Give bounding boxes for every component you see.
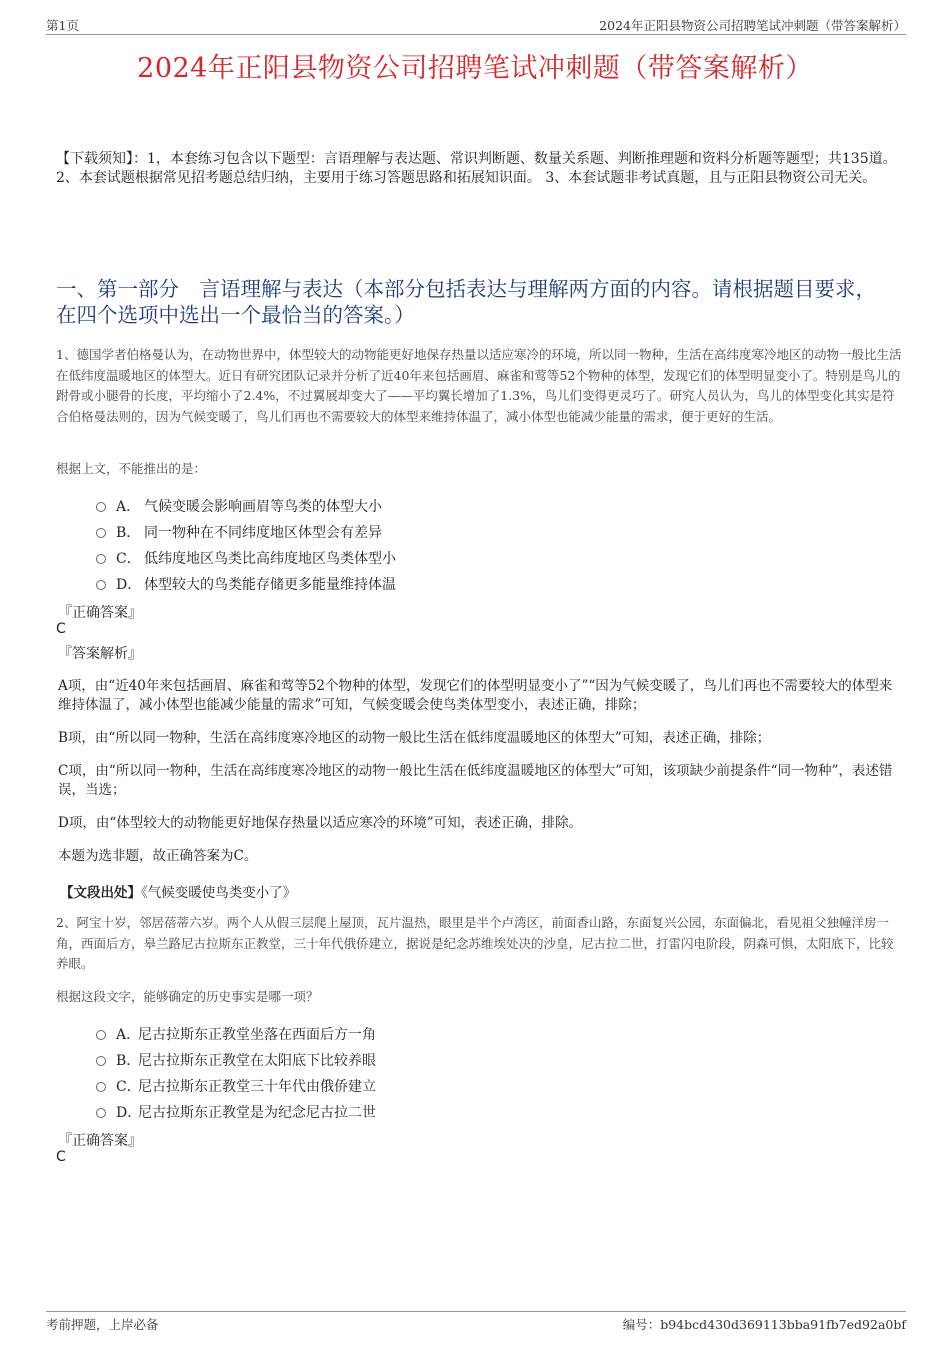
analysis-a: A项，由“近40年来包括画眉、麻雀和莺等52个物种的体型，发现它们的体型明显变小了”“因为气候变暖了，鸟儿们再也不需要较大的体型来维持体温了，减小体型也能减少能量的需求”可知，气候变暖会使鸟类体型变小，表述正确，排除； — [58, 678, 893, 713]
footer-slogan: 考前押题，上岸必备 — [46, 1317, 159, 1332]
footer-serial: 编号：b94bcd430d369113bba91fb7ed92a0bf — [622, 1317, 906, 1332]
page-footer — [46, 1311, 906, 1332]
header-title: 2024年正阳县物资公司招聘笔试冲刺题（带答案解析） — [599, 18, 906, 33]
answer-value: C — [56, 1149, 66, 1165]
radio-icon[interactable] — [96, 1108, 106, 1118]
analysis-conclusion: 本题为选非题，故正确答案为C。 — [58, 848, 258, 864]
question-1-text: 1、德国学者伯格曼认为，在动物世界中，体型较大的动物能更好地保存热量以适应寒冷的环境，所以同一物种，生活在高纬度寒冷地区的动物一般比生活在低纬度温暖地区的体型大。近日有研究团队记录并分析了近40年来包括画眉、麻雀和莺等52个物种的体型，发现它们的体型明显变小了。特别是鸟儿的跗骨或小腿骨的长度，平均缩小了2.4%，不过翼展却变大了——平均翼长增加了1.3%，鸟儿们变得更灵巧了。研究人员认为，鸟儿的体型变化其实是符合伯格曼法则的，因为气候变暖了，鸟儿们再也不需要较大的体型来维持体温了，减小体型也能减少能量的需求，便于更好的生活。 — [56, 347, 902, 424]
option-letter: D． — [116, 1105, 142, 1121]
option-letter: B． — [116, 1053, 141, 1069]
question-1-prompt: 根据上文，不能推出的是： — [56, 461, 207, 476]
source-label: 【文段出处】 — [60, 885, 141, 901]
question-1-options — [96, 494, 796, 598]
option-d[interactable] — [96, 572, 796, 598]
option-d[interactable] — [96, 1100, 796, 1126]
radio-icon[interactable] — [96, 580, 106, 590]
option-text: 尼古拉斯东正教堂在太阳底下比较养眼 — [138, 1053, 376, 1069]
radio-icon[interactable] — [96, 1082, 106, 1092]
option-text: 体型较大的鸟类能存储更多能量维持体温 — [144, 577, 396, 593]
radio-icon[interactable] — [96, 554, 106, 564]
radio-icon[interactable] — [96, 528, 106, 538]
analysis-c: C项，由“所以同一物种，生活在高纬度寒冷地区的动物一般比生活在低纬度温暖地区的体型大”可知，该项缺少前提条件“同一物种”，表述错误，当选； — [58, 763, 893, 798]
question-2-prompt: 根据这段文字，能够确定的历史事实是哪一项？ — [56, 989, 319, 1004]
question-2-text: 2、阿宝十岁，邻居蓓蒂六岁。两个人从假三层爬上屋顶，瓦片温热，眼里是半个卢湾区，前面香山路，东面复兴公园，东面偏北，看见祖父独幢洋房一角，西面后方，皋兰路尼古拉斯东正教堂，三十年代俄侨建立，据说是纪念苏维埃处决的沙皇，尼古拉二世，打雷闪电阶段，阴森可惧，太阳底下，比较养眼。 — [56, 915, 894, 971]
download-notice: 【下载须知】：1，本套练习包含以下题型：言语理解与表达题、常识判断题、数量关系题、判断推理题和资料分析题等题型；共135道。 2、本套试题根据常见招考题总结归纳，主要用于练习答题思路和拓展知识面。 3、本套试题非考试真题，且与正阳县物资公司无关。 — [56, 151, 897, 186]
page-header — [46, 14, 906, 35]
answer-value: C — [56, 621, 66, 637]
option-letter: A． — [116, 1027, 141, 1043]
radio-icon[interactable] — [96, 1056, 106, 1066]
option-text: 尼古拉斯东正教堂三十年代由俄侨建立 — [138, 1079, 376, 1095]
source-title: 《气候变暖使鸟类变小了》 — [141, 885, 297, 901]
answer-label: 『正确答案』 — [58, 605, 142, 621]
section-heading: 一、第一部分 言语理解与表达（本部分包括表达与理解两方面的内容。请根据题目要求，在四个选项中选出一个最恰当的答案。） — [56, 277, 876, 327]
option-letter: D． — [116, 577, 142, 593]
analysis-label: 『答案解析』 — [58, 646, 142, 662]
option-b[interactable] — [96, 1048, 796, 1074]
option-a[interactable] — [96, 494, 796, 520]
option-c[interactable] — [96, 546, 796, 572]
document-title: 2024年正阳县物资公司招聘笔试冲刺题（带答案解析） — [137, 53, 813, 84]
analysis-b: B项，由“所以同一物种，生活在高纬度寒冷地区的动物一般比生活在低纬度温暖地区的体型大”可知，表述正确，排除； — [58, 730, 771, 746]
question-2-options — [96, 1022, 796, 1126]
option-text: 尼古拉斯东正教堂坐落在西面后方一角 — [138, 1027, 376, 1043]
option-letter: C． — [116, 1079, 141, 1095]
answer-label: 『正确答案』 — [58, 1133, 142, 1149]
option-text: 低纬度地区鸟类比高纬度地区鸟类体型小 — [144, 551, 396, 567]
option-text: 同一物种在不同纬度地区体型会有差异 — [144, 525, 382, 541]
option-text: 尼古拉斯东正教堂是为纪念尼古拉二世 — [138, 1105, 376, 1121]
radio-icon[interactable] — [96, 502, 106, 512]
option-text: 气候变暖会影响画眉等鸟类的体型大小 — [144, 499, 382, 515]
option-letter: A． — [116, 499, 141, 515]
page-number: 第1页 — [46, 18, 79, 33]
option-letter: B． — [116, 525, 141, 541]
analysis-d: D项，由“体型较大的动物能更好地保存热量以适应寒冷的环境”可知，表述正确，排除。 — [58, 815, 583, 831]
option-b[interactable] — [96, 520, 796, 546]
radio-icon[interactable] — [96, 1030, 106, 1040]
text-source — [60, 881, 296, 901]
option-letter: C． — [116, 551, 141, 567]
option-a[interactable] — [96, 1022, 796, 1048]
option-c[interactable] — [96, 1074, 796, 1100]
